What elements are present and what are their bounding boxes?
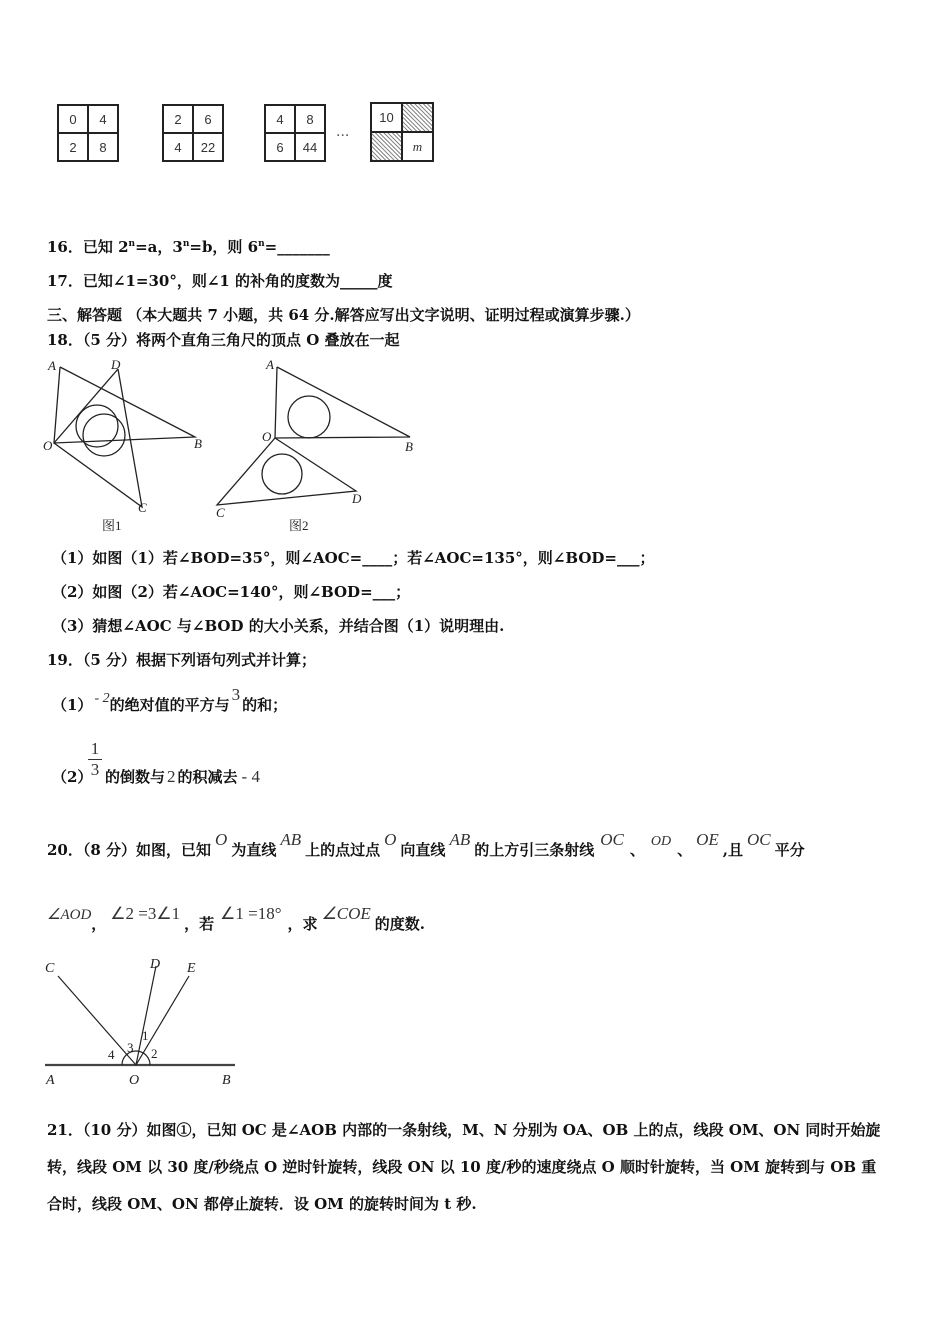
fig-label-C: C — [45, 961, 55, 976]
grid-cell: 2 — [58, 133, 88, 161]
grid-cell: 6 — [265, 133, 295, 161]
grid-cell: 44 — [295, 133, 325, 161]
question-19-stem: 19．（5 分）根据下列语句列式并计算； — [47, 651, 317, 669]
fig2-circle — [288, 396, 330, 438]
q19-part-2-label: （2） — [52, 768, 93, 786]
pattern-grid-1 — [57, 104, 119, 162]
q18-part-3: （3）猜想∠AOC 与∠BOD 的大小关系，并结合图（1）说明理由. — [52, 617, 505, 635]
q20-math: AB — [449, 830, 471, 849]
grid-cell: 22 — [193, 133, 223, 161]
fig2-triangle-COD — [217, 438, 356, 505]
ray-OE — [136, 976, 189, 1065]
q16-mid: =b，则 6 — [189, 238, 259, 256]
grid-cell: 0 — [58, 105, 88, 133]
q20-text: 向直线 — [400, 841, 446, 859]
fig-label-O: O — [129, 1073, 140, 1088]
q20-math: ∠2 =3∠1 — [110, 904, 181, 923]
grid-cell: 4 — [88, 105, 118, 133]
fig-label-E: E — [187, 961, 196, 976]
fraction-denominator: 3 — [90, 760, 100, 779]
q20-math: ∠COE — [321, 904, 371, 923]
fig1-caption: 图1 — [102, 518, 122, 533]
q19-p1-text: 的和； — [242, 696, 288, 714]
q18-figures — [40, 355, 430, 540]
q20-text: 的上方引三条射线 — [474, 841, 595, 859]
q19-p2-text: 的积减去 — [177, 768, 238, 786]
fig1-triangle-DOC — [54, 369, 142, 507]
q16-sup: n — [258, 239, 265, 249]
angle-label-2: 2 — [151, 1046, 158, 1061]
fig1-label-C: C — [138, 500, 147, 515]
q20-text: 为直线 — [231, 841, 277, 859]
hatched-cell — [402, 103, 433, 132]
fraction-numerator: 1 — [90, 739, 100, 758]
fig2-label-D: D — [352, 491, 362, 506]
q20-text: 的度数. — [374, 915, 426, 933]
q20-math: O — [384, 830, 397, 849]
q20-math: OD — [650, 834, 672, 849]
q20-math: OE — [696, 830, 719, 849]
q18-part-1: （1）如图（1）若∠BOD=35°，则∠AOC=____；若∠AOC=135°，则∠BOD=___； — [52, 549, 655, 567]
q20-math: ∠AOD — [47, 907, 92, 923]
section-heading: 三、解答题 （本大题共 7 小题，共 64 分.解答应写出文字说明、证明过程或演算步骤.） — [47, 306, 640, 324]
grid-cell: 8 — [88, 133, 118, 161]
fig1-circle — [83, 414, 125, 456]
question-21-line-1: 21．（10 分）如图①，已知 OC 是∠AOB 内部的一条射线，M、N 分别为 OA、OB 上的点，线段 OM、ON 同时开始旋 — [47, 1121, 881, 1139]
q20-math: AB — [280, 830, 302, 849]
question-21-line-3: 合时，线段 OM、ON 都停止旋转．设 OM 的旋转时间为 t 秒. — [47, 1195, 477, 1213]
fig2-label-B: B — [405, 439, 413, 454]
angle-label-1: 1 — [142, 1028, 149, 1043]
question-20-line-1 — [47, 830, 805, 860]
q19-p2-expr: 2 — [167, 767, 176, 786]
q19-part-1 — [52, 685, 288, 715]
q20-math: OC — [747, 830, 771, 849]
question-18-stem: 18．（5 分）将两个直角三角尺的顶点 O 叠放在一起 — [47, 331, 400, 349]
fig1-label-D: D — [111, 357, 121, 372]
q19-p1-text: 的绝对值的平方与 — [109, 696, 230, 714]
fig2-label-O: O — [262, 429, 272, 444]
fig2-caption: 图2 — [289, 518, 309, 533]
q20-text: 、 — [677, 841, 693, 859]
q20-math: ∠1 =18° — [220, 904, 282, 923]
fig2-circle — [262, 454, 302, 494]
grid-cell: 6 — [193, 105, 223, 133]
q19-p1-expr: - 2 — [94, 691, 110, 706]
q16-sup: n — [128, 239, 136, 249]
question-17: 17．已知∠1=30°，则∠1 的补角的度数为_____度 — [47, 272, 393, 290]
q16-tail: =_______ — [264, 238, 330, 256]
q20-figure — [40, 950, 250, 1095]
q18-part-2: （2）如图（2）若∠AOC=140°，则∠BOD=___； — [52, 583, 411, 601]
q16-mid: =a，3 — [135, 238, 183, 256]
q19-p1-expr: 3 — [231, 685, 241, 704]
grid-cell: 4 — [265, 105, 295, 133]
q19-p1-label: （1） — [52, 696, 93, 714]
fig-label-D: D — [150, 957, 161, 972]
grid-cell: 4 — [163, 133, 193, 161]
q19-fraction — [87, 740, 103, 779]
fig2-label-C: C — [216, 505, 225, 520]
angle-label-3: 3 — [127, 1040, 134, 1055]
ray-OC — [58, 976, 136, 1065]
grid-cell: 10 — [371, 103, 402, 132]
fig1-label-O: O — [43, 438, 53, 453]
pattern-grid-3 — [264, 104, 326, 162]
question-21-line-2: 转，线段 OM 以 30 度/秒绕点 O 逆时针旋转，线段 ON 以 10 度/秒的速度绕点 O 顺时针旋转，当 OM 旋转到与 OB 重 — [47, 1158, 877, 1176]
q20-text: ，求 — [287, 915, 318, 933]
fig2-triangle-AOB — [275, 367, 410, 438]
q20-text: ,且 — [722, 841, 744, 859]
fig1-label-A: A — [48, 358, 56, 373]
q20-text: 平分 — [774, 841, 805, 859]
question-16 — [47, 236, 330, 257]
angle-label-4: 4 — [108, 1047, 115, 1062]
fig1-label-B: B — [194, 436, 202, 451]
q19-part-2 — [105, 766, 260, 787]
q19-p2-text: 的倒数与 — [105, 768, 166, 786]
q16-lead: 16．已知 2 — [47, 238, 129, 256]
pattern-ellipsis: ··· — [336, 128, 350, 144]
q19-p2-expr: - 4 — [241, 767, 260, 786]
q20-text: 、 — [629, 841, 645, 859]
grid-cell-m: m — [402, 132, 433, 161]
grid-cell: 8 — [295, 105, 325, 133]
hatched-cell — [371, 132, 402, 161]
fig-label-B: B — [222, 1073, 231, 1088]
q20-text: ， — [91, 915, 107, 933]
fig2-label-A: A — [266, 357, 274, 372]
grid-cell: 2 — [163, 105, 193, 133]
fig-label-A: A — [46, 1073, 55, 1088]
pattern-grid-2 — [162, 104, 224, 162]
q20-math: O — [215, 830, 228, 849]
q20-text: 20．（8 分）如图，已知 — [47, 841, 212, 859]
pattern-grid-4 — [370, 102, 434, 162]
q20-text: 上的点过点 — [305, 841, 381, 859]
q20-text: ，若 — [184, 915, 215, 933]
q16-sup: n — [182, 239, 190, 249]
question-20-line-2 — [47, 904, 426, 934]
q20-math: OC — [600, 830, 624, 849]
